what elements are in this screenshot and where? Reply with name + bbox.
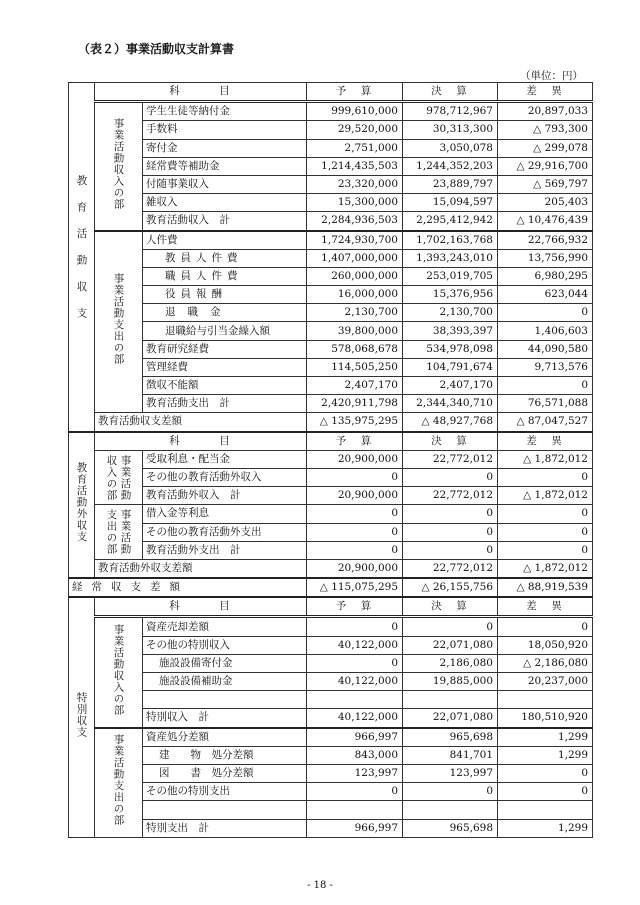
budget-cell: 1,724,930,700 (307, 231, 403, 250)
actual-cell: 30,313,300 (403, 121, 498, 139)
diff-cell: △ 29,916,700 (498, 157, 593, 175)
budget-cell: 20,900,000 (307, 559, 403, 578)
subtotal-label: 教育活動外収入 計 (143, 487, 307, 505)
row-label: 施設設備補助金 (143, 673, 307, 691)
table-row (69, 139, 593, 157)
actual-cell: 0 (403, 541, 498, 559)
row-label: 借入金等利息 (143, 505, 307, 523)
table-row (69, 783, 593, 801)
special-section-label (69, 597, 95, 837)
actual-cell: 2,186,080 (403, 654, 498, 672)
diff-cell (498, 691, 593, 709)
balance-row (69, 413, 593, 432)
actual-cell: △ 26,155,756 (403, 578, 498, 597)
budget-cell: 40,122,000 (307, 673, 403, 691)
subtotal-label: 教育活動支出 計 (143, 395, 307, 413)
actual-cell (403, 691, 498, 709)
diff-cell: △ 1,872,012 (498, 487, 593, 505)
diff-cell: 205,403 (498, 194, 593, 212)
diff-cell: 0 (498, 505, 593, 523)
budget-cell: 40,122,000 (307, 709, 403, 728)
subtotal-label: 特別支出 計 (143, 819, 307, 837)
row-label: 資産処分差額 (143, 728, 307, 747)
nonedu-income-label (95, 450, 143, 505)
budget-cell: 999,610,000 (307, 102, 403, 121)
diff-cell: 0 (498, 541, 593, 559)
actual-cell: 1,393,243,010 (403, 249, 498, 267)
diff-cell: △ 87,047,527 (498, 413, 593, 432)
diff-cell: △ 88,919,539 (498, 578, 593, 597)
balance-row (69, 559, 593, 578)
diff-cell: 22,766,932 (498, 231, 593, 250)
actual-cell: 253,019,705 (403, 267, 498, 285)
diff-header: 差 異 (498, 83, 593, 102)
table-row (69, 450, 593, 468)
table-row (69, 358, 593, 376)
row-label: 雑収入 (143, 194, 307, 212)
budget-cell: 2,407,170 (307, 377, 403, 395)
actual-cell: 0 (403, 617, 498, 636)
row-label: 付随事業収入 (143, 175, 307, 193)
budget-cell (307, 691, 403, 709)
diff-cell: △ 299,078 (498, 139, 593, 157)
diff-cell: △ 793,300 (498, 121, 593, 139)
actual-cell: 0 (403, 783, 498, 801)
budget-cell: 0 (307, 468, 403, 486)
row-label: その他の特別支出 (143, 783, 307, 801)
row-label: 受取利息・配当金 (143, 450, 307, 468)
actual-cell: 978,712,967 (403, 102, 498, 121)
edu-expense-label (95, 231, 143, 413)
nonedu-section-label (69, 432, 95, 579)
diff-cell: 1,299 (498, 819, 593, 837)
table-row (69, 322, 593, 340)
actual-cell: 123,997 (403, 764, 498, 782)
budget-cell: 2,751,000 (307, 139, 403, 157)
row-label: 管理経費 (143, 358, 307, 376)
diff-cell: 0 (498, 764, 593, 782)
budget-cell: 40,122,000 (307, 636, 403, 654)
table-row (69, 267, 593, 285)
special-expense-label (95, 728, 143, 838)
table-row (69, 691, 593, 709)
budget-cell: 15,300,000 (307, 194, 403, 212)
nonedu-expense-label-wrap (95, 509, 142, 555)
row-label (143, 691, 307, 709)
actual-header: 決 算 (403, 432, 498, 451)
table-row (69, 636, 593, 654)
diff-cell: 623,044 (498, 286, 593, 304)
row-label (143, 801, 307, 819)
budget-cell: 0 (307, 523, 403, 541)
diff-cell: 18,050,920 (498, 636, 593, 654)
row-label: 役員報酬 (143, 286, 307, 304)
row-label: 学生生徒等納付金 (143, 102, 307, 121)
table-row (69, 468, 593, 486)
diff-header: 差 異 (498, 597, 593, 617)
budget-cell: 123,997 (307, 764, 403, 782)
row-label: 教員人件費 (143, 249, 307, 267)
header-row (69, 597, 593, 617)
ordinary-balance-label: 経常収支差額 (69, 578, 307, 597)
actual-cell: △ 48,927,768 (403, 413, 498, 432)
actual-cell: 2,130,700 (403, 304, 498, 322)
budget-cell: 0 (307, 783, 403, 801)
actual-cell: 15,376,956 (403, 286, 498, 304)
budget-cell: 966,997 (307, 819, 403, 837)
budget-cell: 0 (307, 654, 403, 672)
row-label: 人件費 (143, 231, 307, 250)
budget-cell: 29,520,000 (307, 121, 403, 139)
subtotal-label: 教育活動外支出 計 (143, 541, 307, 559)
edu-section-label (69, 83, 95, 432)
row-label: 徴収不能額 (143, 377, 307, 395)
edu-income-label-text: 事業活動収入の部 (112, 117, 125, 210)
edu-section-label-text: 教育活動収支 (75, 174, 88, 334)
subject-header: 科 目 (95, 432, 307, 451)
actual-cell: 0 (403, 468, 498, 486)
budget-cell: 260,000,000 (307, 267, 403, 285)
actual-cell: 22,772,012 (403, 559, 498, 578)
row-label: 建 物 処分差額 (143, 746, 307, 764)
special-expense-label-text: 事業活動支出の部 (112, 734, 125, 827)
actual-cell: 0 (403, 505, 498, 523)
actual-cell: 22,772,012 (403, 487, 498, 505)
row-label: 退職金 (143, 304, 307, 322)
diff-cell: 0 (498, 523, 593, 541)
diff-cell (498, 801, 593, 819)
subtotal-row (69, 395, 593, 413)
header-row (69, 432, 593, 451)
actual-cell: 19,885,000 (403, 673, 498, 691)
document-title: （表２）事業活動収支計算書 (78, 42, 235, 56)
diff-header: 差 異 (498, 432, 593, 451)
table-row (69, 175, 593, 193)
budget-cell: 23,320,000 (307, 175, 403, 193)
diff-cell: 180,510,920 (498, 709, 593, 728)
special-income-label (95, 617, 143, 728)
subtotal-label: 特別収入 計 (143, 709, 307, 728)
balance-label: 教育活動収支差額 (95, 413, 307, 432)
row-label: 経常費等補助金 (143, 157, 307, 175)
budget-cell: △ 115,075,295 (307, 578, 403, 597)
subtotal-label: 教育活動収入 計 (143, 212, 307, 231)
diff-cell: 6,980,295 (498, 267, 593, 285)
budget-cell: 0 (307, 541, 403, 559)
nonedu-section-label-text: 教育活動外収支 (75, 462, 88, 543)
table-row (69, 673, 593, 691)
diff-cell: 0 (498, 617, 593, 636)
actual-cell: 22,071,080 (403, 709, 498, 728)
diff-cell: △ 10,476,439 (498, 212, 593, 231)
subtotal-row (69, 819, 593, 837)
row-label: 施設設備寄付金 (143, 654, 307, 672)
table-row (69, 654, 593, 672)
subject-header: 科 目 (95, 597, 307, 617)
table-row (69, 304, 593, 322)
special-income-label-text: 事業活動収入の部 (112, 624, 125, 716)
diff-cell: 44,090,580 (498, 340, 593, 358)
actual-cell: 1,702,163,768 (403, 231, 498, 250)
table-row (69, 617, 593, 636)
budget-cell: 1,214,435,503 (307, 157, 403, 175)
row-label: 手数料 (143, 121, 307, 139)
table-row (69, 231, 593, 250)
table-row (69, 377, 593, 395)
budget-cell (307, 801, 403, 819)
actual-cell: 104,791,674 (403, 358, 498, 376)
actual-cell: 22,772,012 (403, 450, 498, 468)
budget-cell: 0 (307, 505, 403, 523)
actual-cell (403, 801, 498, 819)
row-label: その他の教育活動外収入 (143, 468, 307, 486)
ordinary-balance-row (69, 578, 593, 597)
actual-cell: 841,701 (403, 746, 498, 764)
table-row (69, 194, 593, 212)
diff-cell: 0 (498, 783, 593, 801)
table-row (69, 340, 593, 358)
budget-cell: 2,130,700 (307, 304, 403, 322)
subtotal-row (69, 709, 593, 728)
nonedu-expense-label-b: 支出の部 (105, 509, 118, 556)
actual-cell: 1,244,352,203 (403, 157, 498, 175)
balance-label: 教育活動外収支差額 (95, 559, 307, 578)
budget-cell: 578,068,678 (307, 340, 403, 358)
budget-cell: 20,900,000 (307, 450, 403, 468)
subtotal-row (69, 487, 593, 505)
row-label: 教育研究経費 (143, 340, 307, 358)
diff-cell: 9,713,576 (498, 358, 593, 376)
table-row (69, 121, 593, 139)
subject-header: 科 目 (95, 83, 307, 102)
actual-cell: 22,071,080 (403, 636, 498, 654)
actual-cell: 2,295,412,942 (403, 212, 498, 231)
actual-cell: 534,978,098 (403, 340, 498, 358)
header-row (69, 83, 593, 102)
diff-cell: △ 569,797 (498, 175, 593, 193)
page-number: - 18 - (307, 880, 333, 891)
diff-cell: 20,237,000 (498, 673, 593, 691)
diff-cell: 1,406,603 (498, 322, 593, 340)
actual-cell: 38,393,397 (403, 322, 498, 340)
table-row (69, 505, 593, 523)
nonedu-expense-label (95, 505, 143, 560)
table-row (69, 728, 593, 747)
nonedu-income-label-a: 事業活動 (119, 454, 132, 501)
budget-cell: 2,420,911,798 (307, 395, 403, 413)
table-row (69, 157, 593, 175)
table-row (69, 249, 593, 267)
subtotal-row (69, 541, 593, 559)
diff-cell: 13,756,990 (498, 249, 593, 267)
row-label: 資産売却差額 (143, 617, 307, 636)
actual-cell: 2,344,340,710 (403, 395, 498, 413)
budget-cell: 39,800,000 (307, 322, 403, 340)
diff-cell: 1,299 (498, 728, 593, 747)
row-label: その他の特別収入 (143, 636, 307, 654)
row-label: 職員人件費 (143, 267, 307, 285)
row-label: 図 書 処分差額 (143, 764, 307, 782)
actual-header: 決 算 (403, 83, 498, 102)
table-row (69, 746, 593, 764)
table-row (69, 286, 593, 304)
budget-cell: 20,900,000 (307, 487, 403, 505)
subtotal-row (69, 212, 593, 231)
nonedu-income-label-wrap (95, 455, 142, 501)
budget-cell: 114,505,250 (307, 358, 403, 376)
table-row (69, 102, 593, 121)
table-row (69, 801, 593, 819)
budget-header: 予 算 (307, 432, 403, 451)
row-label: その他の教育活動外支出 (143, 523, 307, 541)
diff-cell: 20,897,033 (498, 102, 593, 121)
actual-header: 決 算 (403, 597, 498, 617)
diff-cell: 1,299 (498, 746, 593, 764)
budget-cell: △ 135,975,295 (307, 413, 403, 432)
activity-statement-table (68, 82, 593, 838)
nonedu-income-label-b: 収入の部 (105, 454, 118, 501)
diff-cell: △ 1,872,012 (498, 450, 593, 468)
nonedu-expense-label-a: 事業活動 (119, 509, 132, 556)
special-section-label-text: 特別収支 (75, 691, 88, 738)
row-label: 寄付金 (143, 139, 307, 157)
budget-cell: 843,000 (307, 746, 403, 764)
edu-expense-label-text: 事業活動支出の部 (112, 273, 125, 366)
actual-cell: 15,094,597 (403, 194, 498, 212)
diff-cell: △ 2,186,080 (498, 654, 593, 672)
unit-label: （単位：円） (520, 70, 583, 82)
budget-header: 予 算 (307, 83, 403, 102)
budget-cell: 966,997 (307, 728, 403, 747)
budget-cell: 0 (307, 617, 403, 636)
row-label: 退職給与引当金繰入額 (143, 322, 307, 340)
budget-header: 予 算 (307, 597, 403, 617)
diff-cell: △ 1,872,012 (498, 559, 593, 578)
diff-cell: 0 (498, 468, 593, 486)
diff-cell: 0 (498, 377, 593, 395)
budget-cell: 2,284,936,503 (307, 212, 403, 231)
budget-cell: 16,000,000 (307, 286, 403, 304)
actual-cell: 0 (403, 523, 498, 541)
actual-cell: 965,698 (403, 819, 498, 837)
edu-income-label (95, 102, 143, 231)
budget-cell: 1,407,000,000 (307, 249, 403, 267)
table-row (69, 523, 593, 541)
diff-cell: 0 (498, 304, 593, 322)
actual-cell: 2,407,170 (403, 377, 498, 395)
diff-cell: 76,571,088 (498, 395, 593, 413)
actual-cell: 23,889,797 (403, 175, 498, 193)
actual-cell: 965,698 (403, 728, 498, 747)
table-row (69, 764, 593, 782)
actual-cell: 3,050,078 (403, 139, 498, 157)
